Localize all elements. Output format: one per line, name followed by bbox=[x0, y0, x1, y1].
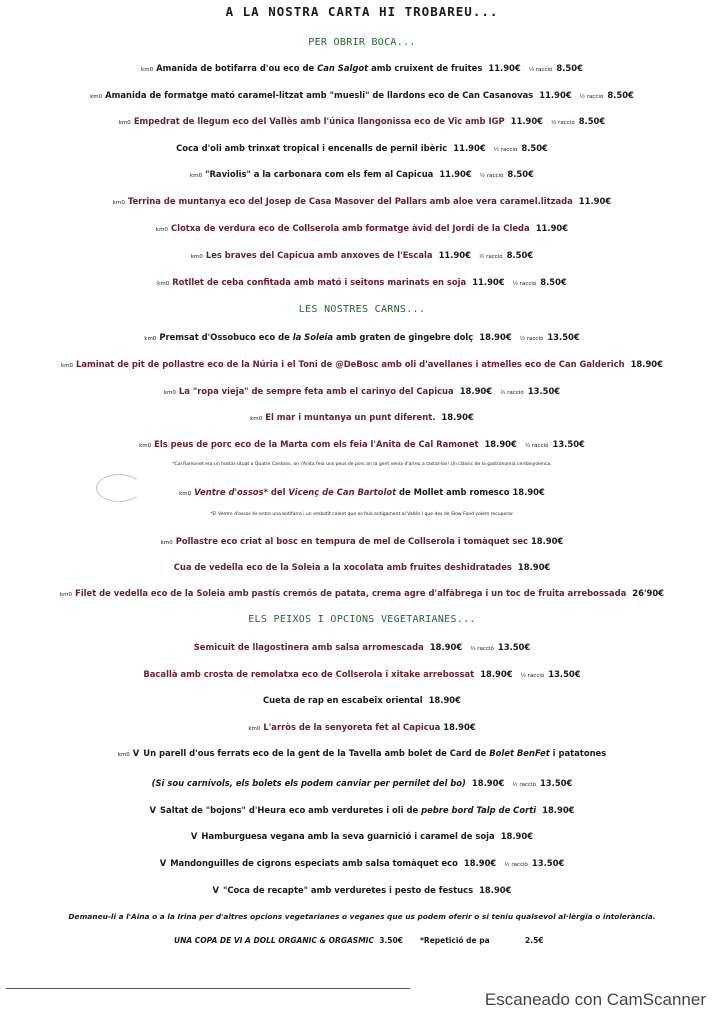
item-text: del bbox=[270, 487, 286, 497]
item-price: 18.90€ bbox=[542, 805, 575, 815]
item-text: Pollastre eco criat al bosc en tempura de mel de Collserola i tomàquet sec bbox=[175, 536, 529, 546]
item-text-italic: (Si sou carnívols, els bolets els podem canviar per pernilet del bo) bbox=[151, 778, 466, 788]
item-text: Saltat de "bojons" d'Heura eco amb verduretes i oli de bbox=[159, 805, 419, 815]
item-text: Laminat de pit de pollastre eco de la Núria i el Toni de @DeBosc amb oli d'avellanes i atmelles eco de Can Galderich bbox=[76, 359, 625, 369]
item-price: 18.90€ bbox=[443, 722, 476, 732]
item-price: 18.90€ bbox=[512, 487, 545, 497]
km0-tag: km0 bbox=[90, 94, 103, 100]
item-price: 18.90€ bbox=[500, 831, 534, 841]
item-text: La "ropa vieja" de sempre feta amb el carinyo del Capicua bbox=[178, 386, 454, 396]
racio-price: 13.50€ bbox=[531, 858, 565, 868]
item-price: 11.90€ bbox=[472, 277, 505, 287]
km0-tag: km0 bbox=[157, 281, 170, 287]
km0-tag: km0 bbox=[118, 120, 131, 126]
item-price: 18.90€ bbox=[441, 412, 474, 422]
item-text: Cua de vedella eco de la Soleia a la xocolata amb fruites deshidratades bbox=[173, 562, 512, 572]
racio-label: ½ racció bbox=[500, 390, 524, 396]
item-text: El mar i muntanya un punt diferent. bbox=[265, 412, 436, 422]
item-text: Cueta de rap en escabeix oriental bbox=[263, 695, 423, 705]
racio-price: 8.50€ bbox=[556, 63, 583, 73]
racio-price: 13.50€ bbox=[539, 778, 573, 788]
item-text: amb graten de gingebre dolç bbox=[336, 332, 474, 342]
item-text: de Mollet amb romesco bbox=[399, 487, 510, 497]
item-text: Premsat d'Ossobuco eco de bbox=[159, 332, 290, 342]
wine-label: UNA COPA DE VI A DOLL ORGANIC & ORGASMIC bbox=[174, 936, 374, 945]
menu-item bbox=[0, 358, 724, 372]
menu-item bbox=[0, 438, 724, 452]
racio-label: ½ racció bbox=[512, 281, 537, 287]
item-price: 18.90€ bbox=[479, 885, 512, 895]
racio-price: 8.50€ bbox=[607, 90, 634, 100]
item-text-italic: la Soleia bbox=[292, 332, 334, 342]
vegetarian-mark: V bbox=[132, 748, 140, 758]
racio-price: 13.50€ bbox=[527, 386, 561, 396]
km0-tag: km0 bbox=[163, 390, 176, 396]
menu-item bbox=[0, 89, 724, 103]
racio-label: ½ racció bbox=[470, 646, 494, 652]
km0-tag: km0 bbox=[250, 416, 263, 422]
section-heading-peixos: ELS PEIXOS I OPCIONS VEGETARIANES... bbox=[248, 614, 476, 625]
item-price: 18.90€ bbox=[480, 669, 513, 679]
menu-title: A LA NOSTRA CARTA HI TROBAREU... bbox=[225, 4, 499, 19]
racio-label: ½ racció bbox=[520, 673, 545, 679]
km0-tag: km0 bbox=[190, 173, 203, 179]
racio-label: ½ racció bbox=[551, 120, 575, 126]
bottom-rule bbox=[6, 988, 410, 989]
item-price: 18.90€ bbox=[517, 562, 551, 572]
item-price: 11.90€ bbox=[488, 63, 521, 73]
racio-price: 8.50€ bbox=[521, 143, 548, 153]
vegetarian-mark: V bbox=[190, 831, 198, 841]
item-text: amb cruixent de fruites bbox=[371, 63, 483, 73]
km0-tag: km0 bbox=[59, 592, 73, 598]
bread-refill bbox=[420, 936, 490, 945]
racio-price: 8.50€ bbox=[507, 169, 534, 179]
menu-item bbox=[0, 222, 724, 236]
item-price: 18.90€ bbox=[429, 642, 463, 652]
item-price: 18.90€ bbox=[484, 439, 517, 449]
item-text: Amanida de formatge mató caramel-litzat amb "muesli" de llardons eco de Can Casanovas bbox=[105, 90, 534, 100]
menu-item bbox=[0, 142, 724, 156]
racio-price: 8.50€ bbox=[578, 116, 606, 126]
menu-item bbox=[0, 486, 724, 500]
km0-tag: km0 bbox=[155, 227, 168, 233]
wine-offer bbox=[174, 936, 403, 945]
item-text-italic: Can Salgot bbox=[317, 63, 369, 73]
menu-item bbox=[0, 535, 724, 549]
bread-label: *Repetició de pa bbox=[420, 936, 490, 945]
menu-item bbox=[0, 694, 724, 706]
item-text: Empedrat de llegum eco del Vallès amb l'única llangonissa eco de Vic amb IGP bbox=[133, 116, 505, 126]
item-text: Terrina de muntanya eco del Josep de Casa Masover del Pallars amb aloe vera caramel.litzada bbox=[127, 196, 573, 206]
section-heading-carns: LES NOSTRES CARNS... bbox=[298, 304, 426, 315]
menu-item bbox=[0, 721, 724, 735]
footnote-ventre: *El Ventre d'ossos és entre una botifarra i un embotit calent que es feia antigament al Vallès i que des de Slow Food volem recuperar. bbox=[210, 512, 514, 517]
vegetarian-mark: V bbox=[212, 885, 219, 895]
item-price: 18.90€ bbox=[428, 695, 461, 705]
item-price: 11.90€ bbox=[439, 169, 472, 179]
menu-item bbox=[0, 668, 724, 682]
item-price: 18.90€ bbox=[479, 332, 512, 342]
item-price: 26'90€ bbox=[632, 588, 665, 598]
km0-tag: km0 bbox=[248, 726, 261, 732]
menu-item bbox=[0, 747, 724, 761]
km0-tag: km0 bbox=[117, 752, 130, 758]
item-text: L'arròs de la senyoreta fet al Capicua bbox=[263, 722, 441, 732]
item-text: Semicuit de llagostinera amb salsa arromescada bbox=[193, 642, 424, 652]
item-text: Bacallà amb crosta de remolatxa eco de Collserola i xitake arrebossat bbox=[143, 669, 475, 679]
km0-tag: km0 bbox=[160, 540, 173, 546]
km0-tag: km0 bbox=[179, 491, 192, 497]
scanner-watermark: Escaneado con CamScanner bbox=[484, 990, 706, 1009]
menu-item bbox=[0, 249, 724, 263]
racio-price: 13.50€ bbox=[547, 332, 580, 342]
bread-refill-price: 2.5€ bbox=[525, 936, 544, 945]
wine-price: 3.50€ bbox=[379, 936, 403, 945]
km0-tag: km0 bbox=[141, 67, 154, 73]
item-text: Els peus de porc eco de la Marta com els feia l'Anita de Cal Ramonet bbox=[154, 439, 479, 449]
menu-item bbox=[0, 276, 724, 290]
menu-item bbox=[0, 168, 724, 182]
item-price: 18.90€ bbox=[530, 536, 564, 546]
racio-label: ½ racció bbox=[512, 782, 536, 788]
item-price: 18.90€ bbox=[459, 386, 493, 396]
menu-item bbox=[0, 385, 724, 399]
menu-item bbox=[0, 62, 724, 76]
item-text: "Raviolis" a la carbonara com els fem al Capicua bbox=[205, 169, 434, 179]
km0-tag: km0 bbox=[139, 443, 152, 449]
racio-label: ½ racció bbox=[519, 336, 544, 342]
item-price: 18.90€ bbox=[471, 778, 505, 788]
item-text-italic: Bolet BenFet bbox=[489, 748, 550, 758]
item-text-italic: Vicenç de Can Bartolot bbox=[288, 487, 397, 497]
racio-price: 8.50€ bbox=[506, 250, 534, 260]
racio-label: ½ racció bbox=[524, 443, 549, 449]
section-heading-boca: PER OBRIR BOCA... bbox=[308, 37, 416, 48]
footnote-ramonet: *Cal Ramonet era un hostal situat a Quatre Cantons, on l'Anita feia uns peus de porc on la gent venia d'arreu a tastar-los! Un clàssic de la gastronomia cerdanyolenca. bbox=[172, 462, 552, 467]
item-text: Mandonguilles de cigrons especiats amb salsa tomàquet eco bbox=[170, 858, 458, 868]
menu-item bbox=[0, 195, 724, 209]
item-price: 11.90€ bbox=[539, 90, 572, 100]
item-price: 11.90€ bbox=[453, 143, 486, 153]
item-price: 11.90€ bbox=[578, 196, 612, 206]
menu-item bbox=[0, 884, 724, 896]
menu-item bbox=[0, 331, 724, 345]
item-text: Hamburguesa vegana amb la seva guarnició i caramel de soja bbox=[201, 831, 495, 841]
racio-label: ½ racció bbox=[504, 862, 528, 868]
km0-tag: km0 bbox=[112, 200, 125, 206]
menu-item bbox=[0, 641, 724, 655]
item-text: Filet de vedella eco de la Soleia amb pastís cremós de patata, crema agre d'alfàbrega i un toc de fruita arrebossada bbox=[75, 588, 627, 598]
item-text: Coca d'oli amb trinxat tropical i encenalls de pernil ibèric bbox=[176, 143, 448, 153]
dietary-note: Demaneu-li a l'Aina o a la Irina per d'altres opcions vegetarianes o veganes que us podem oferir o si teniu qualsevol al·lèrgia o intolerància. bbox=[68, 912, 656, 921]
km0-tag: km0 bbox=[61, 363, 74, 369]
vegetarian-mark: V bbox=[149, 805, 156, 815]
racio-price: 13.50€ bbox=[548, 669, 581, 679]
menu-item bbox=[0, 830, 724, 842]
racio-label: ½ racció bbox=[479, 173, 504, 179]
vegetarian-mark: V bbox=[159, 858, 167, 868]
menu-item bbox=[0, 804, 724, 816]
item-text: Un parell d'ous ferrats eco de la gent de la Tavella amb bolet de Card de bbox=[143, 748, 487, 758]
item-text: Rotllet de ceba confitada amb mató i seitons marinats en soja bbox=[172, 277, 467, 287]
item-price: 11.90€ bbox=[535, 223, 569, 233]
menu-item bbox=[0, 857, 724, 871]
item-price: 11.90€ bbox=[510, 116, 544, 126]
item-price: 11.90€ bbox=[438, 250, 471, 260]
menu-item bbox=[0, 587, 724, 601]
menu-item bbox=[0, 115, 724, 129]
item-price: 18.90€ bbox=[630, 359, 663, 369]
racio-label: ½ racció bbox=[579, 94, 604, 100]
menu-item bbox=[0, 777, 724, 791]
item-text-italic: Ventre d'ossos* bbox=[194, 487, 268, 497]
racio-label: ½ racció bbox=[493, 147, 518, 153]
item-text: i patatones bbox=[552, 748, 607, 758]
racio-label: ½ racció bbox=[528, 67, 553, 73]
racio-label: ½ racció bbox=[478, 254, 503, 260]
item-text: "Coca de recapte" amb verduretes i pesto de festucs bbox=[223, 885, 474, 895]
item-text: Amanida de botifarra d'ou eco de bbox=[156, 63, 315, 73]
item-text: Les braves del Capicua amb anxoves de l'Escala bbox=[205, 250, 433, 260]
racio-price: 8.50€ bbox=[540, 277, 567, 287]
km0-tag: km0 bbox=[190, 254, 203, 260]
item-price: 18.90€ bbox=[463, 858, 497, 868]
racio-price: 13.50€ bbox=[552, 439, 585, 449]
km0-tag: km0 bbox=[144, 336, 157, 342]
menu-item bbox=[0, 561, 724, 573]
menu-item bbox=[0, 411, 724, 425]
racio-price: 13.50€ bbox=[497, 642, 531, 652]
item-text: Clotxa de verdura eco de Collserola amb formatge àvid del Jordi de la Cleda bbox=[170, 223, 530, 233]
item-text-italic: pebre bord Talp de Corti bbox=[421, 805, 537, 815]
